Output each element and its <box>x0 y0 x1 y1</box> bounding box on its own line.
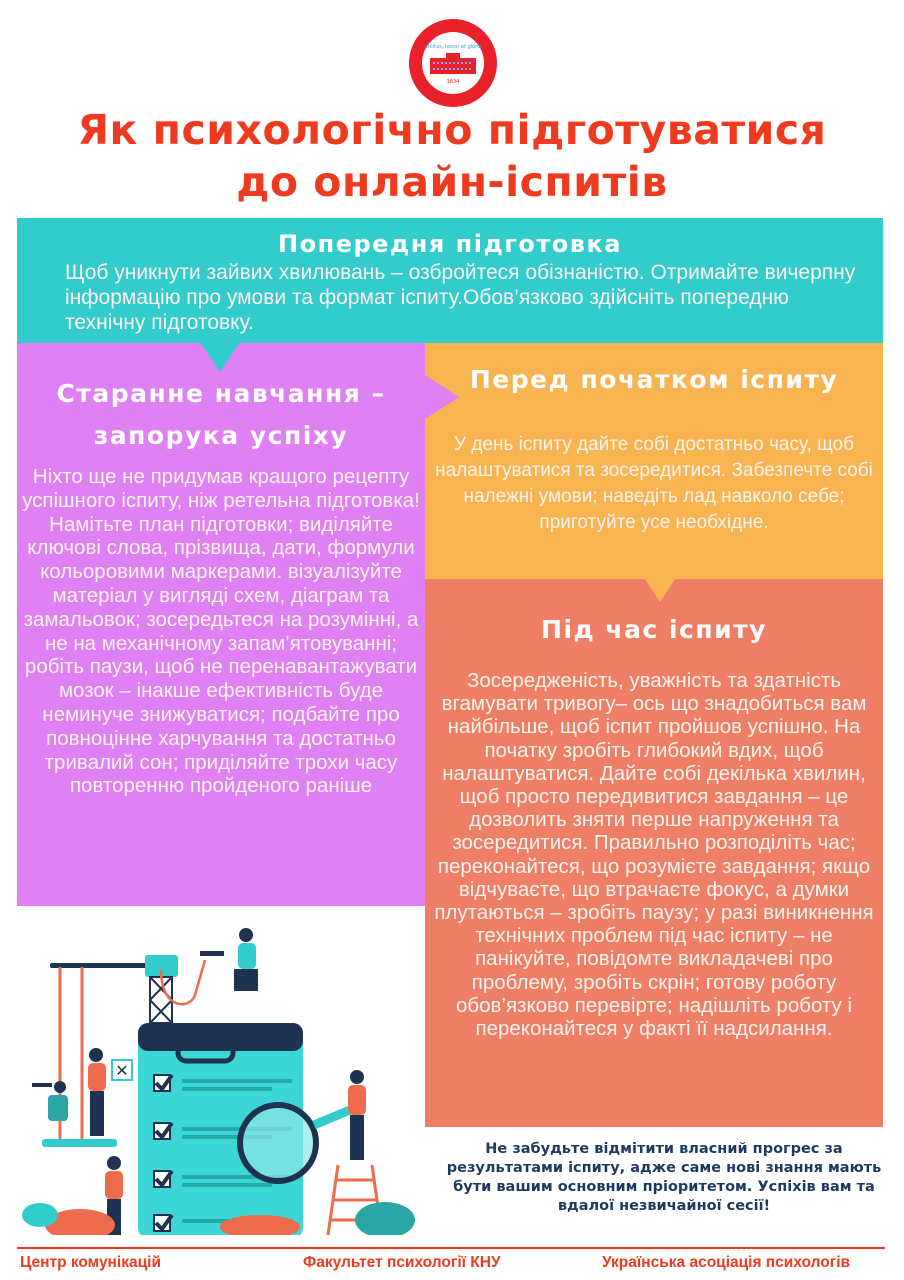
section-diligent-study <box>17 343 425 906</box>
footer-psychology-faculty: Факультет психології КНУ <box>303 1254 501 1271</box>
section-text: Зосередженість, уважність та здатність вгамувати тривогу– ось що знадобиться вам найбільше, щоб іспит пройшов успішно. На початку зробіть глибокий вдих, щоб налаштуватися. Дайте собі декілька хвилин, щоб просто передивитися завдання – це дозволить зняти перше напруження та зосередитися. Правильно розподіліть час; переконайтеся, що розумієте завдання; якщо відчуваєте, що втрачаєте фокус, а думки плутаються – зробіть паузу; у разі виникнення технічних проблем під час іспиту – не панікуйте, повідомте викладачеві про проблему, зробіть скрін; готову роботу обов’язково перевірте; надішліть роботу і переконайтеся у факті її надсилання. <box>434 669 874 1041</box>
title-line-1: Як психологічно підготуватися <box>77 106 827 154</box>
section-title: Під час іспиту <box>541 615 767 644</box>
footer-communication-center: Центр комунікацій <box>20 1254 161 1271</box>
svg-text:1834: 1834 <box>446 79 460 85</box>
section-text: Ніхто ще не придумав кращого рецепту успішного іспиту, ніж ретельна підготовка! Намітьте план підготовки; виділяйте ключові слова, прізвища, дати, формули кольоровими маркерами. візуалізуйте матеріал у вигляді схем, діаграм та замальовок; зосередьтеся на розумінні, а не на механічному запам’ятовуванні; робіть паузи, щоб не перенавантажувати мозок – інакше ефективність буде неминуче знижуватися; подбайте про повноцінне харчування та достатньо тривалий сон; приділяйте трохи часу повторенню пройденого раніше <box>22 465 420 798</box>
footer-psychologists-association: Українська асоціація психологів <box>602 1254 851 1271</box>
closing-message: Не забудьте відмітити власний прогрес за результатами іспиту, адже саме нові знання мають бути вашим основним пріоритетом. Успіхів вам та вдалої незвичайної сесії! <box>446 1141 882 1214</box>
university-seal-icon <box>408 18 498 108</box>
speech-pointer-teal <box>200 342 240 372</box>
section-title: Старанне навчання – запорука успіху <box>56 379 386 450</box>
section-before-exam <box>425 343 883 579</box>
svg-text:Utilitas, honor et gloria: Utilitas, honor et gloria <box>424 44 482 50</box>
speech-pointer-purple <box>425 375 459 419</box>
svg-text:✕: ✕ <box>115 1061 129 1080</box>
title-line-2: до онлайн-іспитів <box>236 158 668 206</box>
section-title: Попередня підготовка <box>278 230 622 258</box>
footer-divider <box>17 1247 885 1249</box>
speech-pointer-orange <box>644 578 676 602</box>
section-during-exam <box>425 579 883 1127</box>
section-text: Щоб уникнути зайвих хвилювань – озбройтеся обізнаністю. Отримайте вичерпну інформацію про умови та формат іспиту.Обов’язково здійсніть попередню технічну підготовку. <box>65 261 856 334</box>
section-preliminary-preparation <box>17 218 883 343</box>
page-title <box>0 104 904 208</box>
section-title: Перед початком іспиту <box>469 365 839 394</box>
section-text: У день іспиту дайте собі достатньо часу, щоб налаштуватися та зосередитися. Забезпечте собі належні умови; наведіть лад навколо себе; приготуйте усе необхідне. <box>435 434 873 533</box>
checklist-team-illustration <box>20 915 425 1235</box>
university-logo <box>408 18 498 108</box>
